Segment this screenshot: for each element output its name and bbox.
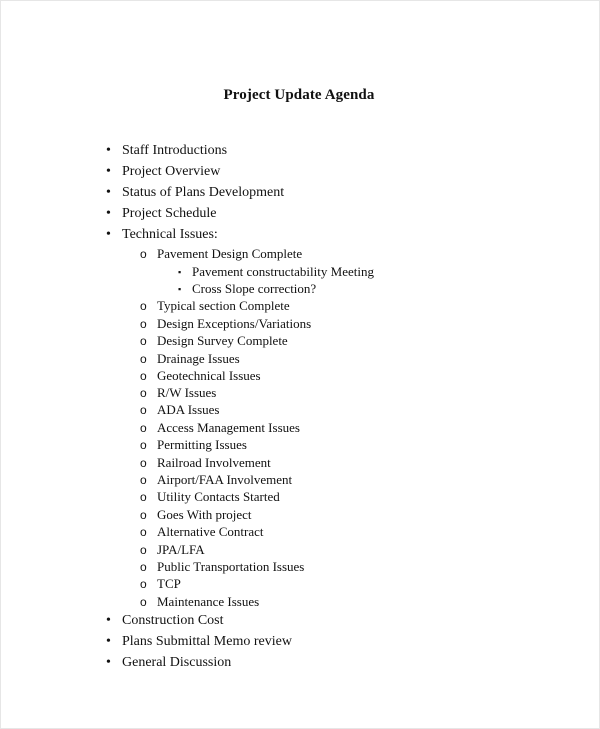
circle-bullet-icon: o [140, 577, 147, 591]
bullet-icon: • [106, 227, 111, 242]
circle-bullet-icon: o [140, 247, 147, 261]
circle-bullet-icon: o [140, 456, 147, 470]
circle-bullet-icon: o [140, 525, 147, 539]
circle-bullet-icon: o [140, 403, 147, 417]
bullet-icon: • [106, 185, 111, 200]
document-title: Project Update Agenda [223, 87, 375, 103]
circle-bullet-icon: o [140, 299, 147, 313]
square-bullet-icon: ▪ [178, 284, 182, 294]
circle-bullet-icon: o [140, 438, 147, 452]
bullet-icon: • [106, 164, 111, 179]
bullet-icon: • [106, 613, 111, 628]
bullet-icon: • [106, 655, 111, 670]
circle-bullet-icon: o [140, 421, 147, 435]
circle-bullet-icon: o [140, 490, 147, 504]
circle-bullet-icon: o [140, 317, 147, 331]
circle-bullet-icon: o [140, 334, 147, 348]
circle-bullet-icon: o [140, 352, 147, 366]
circle-bullet-icon: o [140, 386, 147, 400]
document-page: Project Update Agenda • Staff Introductions • Project Overview • Status of Plans Development • Project Schedule • Technical Issues: o Pavement Design Complete ▪ Pavement constructability Meeting ▪ Cross Slope correction? o Typical section Complete o Design Exceptions/Variations o Design Survey Complete o Drainage Issues o Geotechnical Issues o R/W Issues o ADA Issues o Access Management Issues o Permitting Issues o Railroad Involvement o Airport/FAA Involvement o Utility Contacts Started o Goes With project o Alternative Contract o JPA/LFA o Public Transportation Issues o TCP o Maintenance Issues • Construction Cost • Plans Submittal Memo review • General Discussion [0, 0, 600, 729]
bullet-icon: • [106, 634, 111, 649]
bullet-icon: • [106, 206, 111, 221]
square-bullet-icon: ▪ [178, 267, 182, 277]
circle-bullet-icon: o [140, 595, 147, 609]
circle-bullet-icon: o [140, 369, 147, 383]
bullet-icon: • [106, 143, 111, 158]
circle-bullet-icon: o [140, 560, 147, 574]
circle-bullet-icon: o [140, 543, 147, 557]
circle-bullet-icon: o [140, 473, 147, 487]
circle-bullet-icon: o [140, 508, 147, 522]
